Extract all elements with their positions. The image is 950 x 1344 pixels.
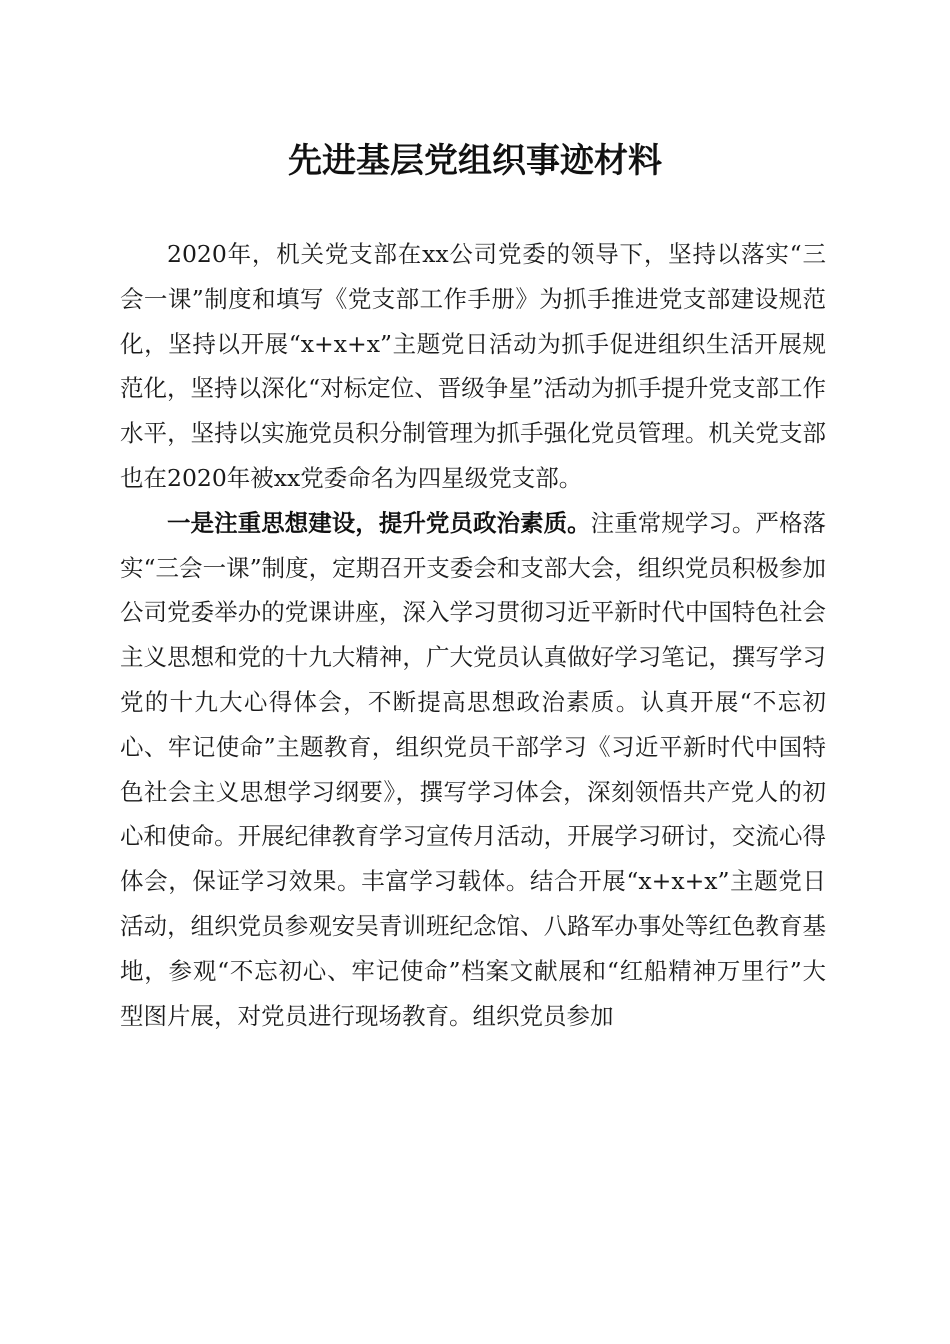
document-title: 先进基层党组织事迹材料 <box>288 141 662 181</box>
paragraph-body-text: 注重常规学习。严格落实“三会一课”制度，定期召开支委会和支部大会，组织党员积极参加公司党委举办的党课讲座，深入学习贯彻习近平新时代中国特色社会主义思想和党的十九大精神，广大党员认真做好学习笔记，撰写学习党的十九大心得体会，不断提高思想政治素质。认真开展“不忘初心、牢记使命”主题教育，组织党员干部学习《习近平新时代中国特色社会主义思想学习纲要》，撰写学习体会，深刻领悟共产党人的初心和使命。开展纪律教育学习宣传月活动，开展学习研讨，交流心得体会，保证学习效果。丰富学习载体。结合开展“x+x+x”主题党日活动，组织党员参观安吴青训班纪念馆、八路军办事处等红色教育基地，参观“不忘初心、牢记使命”档案文献展和“红船精神万里行”大型图片展，对党员进行现场教育。组织党员参加 <box>120 508 827 1030</box>
paragraph-lead-heading: 一是注重思想建设，提升党员政治素质。 <box>167 508 591 537</box>
paragraph-ideology <box>120 501 826 1039</box>
document-body <box>120 232 826 1038</box>
paragraph-intro: 2020年，机关党支部在xx公司党委的领导下，坚持以落实“三会一课”制度和填写《党支部工作手册》为抓手推进党支部建设规范化，坚持以开展“x+x+x”主题党日活动为抓手促进组织生活开展规范化，坚持以深化“对标定位、晋级争星”活动为抓手提升党支部工作水平，坚持以实施党员积分制管理为抓手强化党员管理。机关党支部也在2020年被xx党委命名为四星级党支部。 <box>120 240 826 492</box>
